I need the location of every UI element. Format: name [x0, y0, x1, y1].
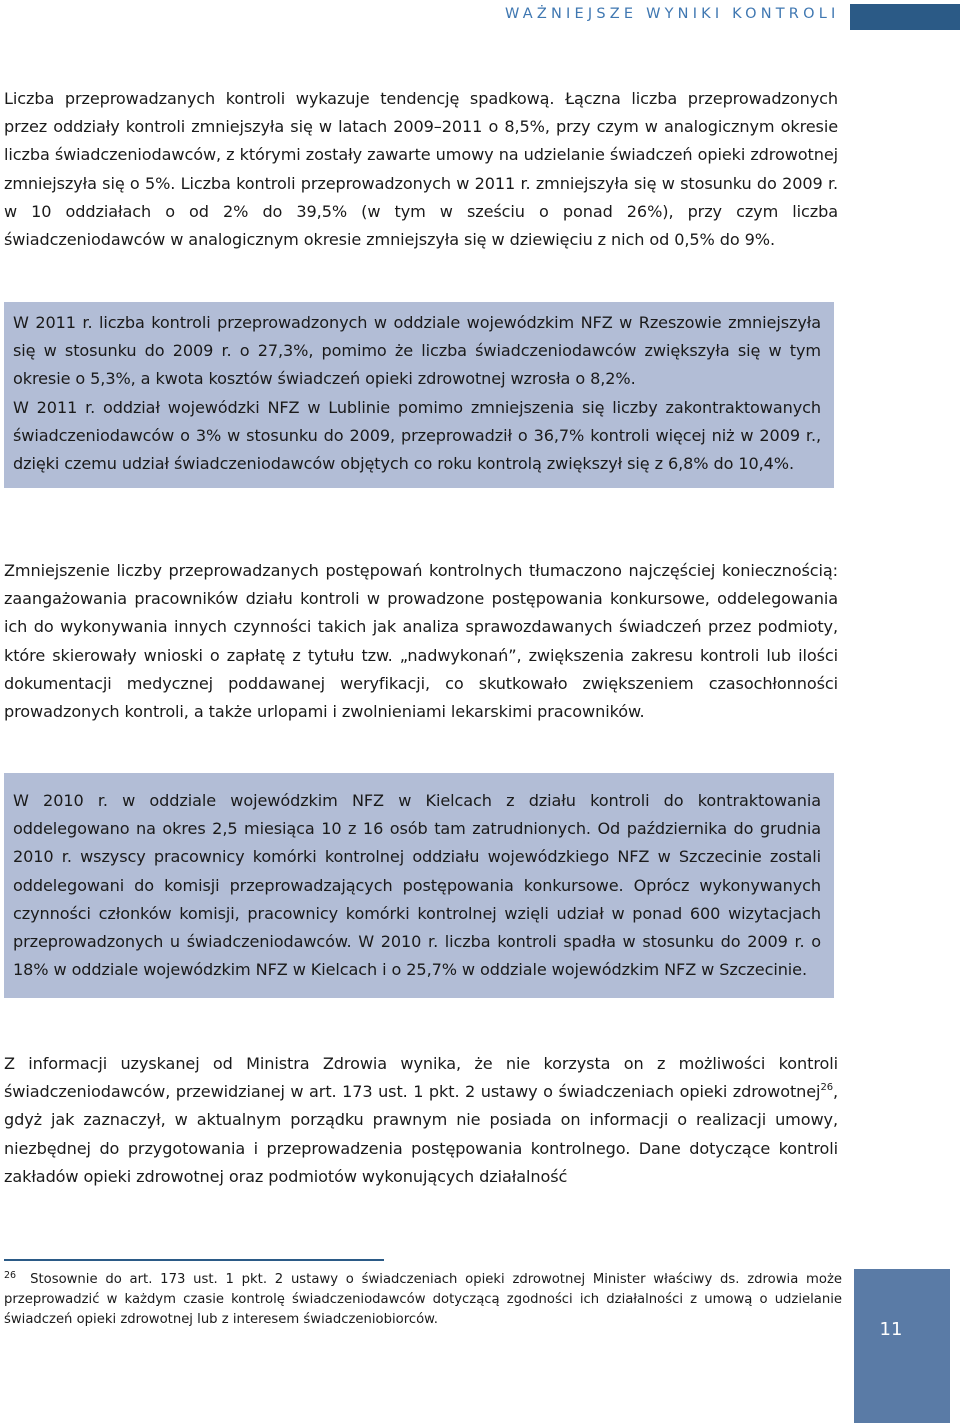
paragraph-minister-text-end: , gdyż jak zaznaczył, w aktualnym porządku prawnym nie posiada on informacji o realizacji umowy, niezbędnej do przygotowania i przeprowadzenia postępowania kontrolnego. Dane dotyczące kontroli zakładów opieki zdrowotnej oraz podmiotów wykonujących działalność [4, 1082, 838, 1186]
footnote-separator [4, 1259, 384, 1261]
paragraph-inspection-trend: Liczba przeprowadzanych kontroli wykazuje tendencję spadkową. Łączna liczba przeprowadzonych przez oddziały kontroli zmniejszyła się w latach 2009–2011 o 8,5%, przy czym w analogicznym okresie liczba świadczeniodawców, z którymi zostały zawarte umowy na udzielanie świadczeń opieki zdrowotnej zmniejszyła się o 5%. Liczba kontroli przeprowadzonych w 2011 r. zmniejszyła się w stosunku do 2009 r. w 10 oddziałach o od 2% do 39,5% (w tym w sześciu o ponad 26%), przy czym liczba świadczeniodawców w analogicznym okresie zmniejszyła się w dziewięciu z nich od 0,5% do 9%. [4, 89, 838, 250]
paragraph-minister-of-health [4, 1050, 838, 1191]
footnote [4, 1266, 842, 1331]
box-paragraph-rzeszow: W 2011 r. liczba kontroli przeprowadzonych w oddziale wojewódzkim NFZ w Rzeszowie zmniejszyła się w stosunku do 2009 r. o 27,3%, pomimo że liczba świadczeniodawców zwiększyła się w tym okresie o 5,3%, a kwota kosztów świadczeń opieki zdrowotnej wzrosła o 8,2%. [13, 313, 821, 389]
footnote-number: 26 [4, 1270, 17, 1281]
footnote-text: Stosownie do art. 173 ust. 1 pkt. 2 ustawy o świadczeniach opieki zdrowotnej Minister właściwy ds. zdrowia może przeprowadzić w każdym czasie kontrolę świadczeniodawców dotyczącą zgodności ich działalności z umową o udzielanie świadczeń opieki zdrowotnej lub z interesem świadczeniobiorców. [4, 1272, 842, 1328]
running-header-title: WAŻNIEJSZE WYNIKI KONTROLI [505, 6, 840, 22]
header-accent-bar [850, 4, 960, 30]
footnote-reference[interactable]: 26 [820, 1082, 833, 1094]
highlight-box-delegation-examples [4, 773, 834, 998]
page-number-box [854, 1269, 950, 1423]
paragraph-reasons-decrease: Zmniejszenie liczby przeprowadzanych postępowań kontrolnych tłumaczono najczęściej koniecznością: zaangażowania pracowników działu kontroli w prowadzone postępowania konkursowe, oddelegowania ich do wykonywania innych czynności takich jak analiza sprawozdawanych świadczeń przez podmioty, które skierowały wnioski o zapłatę z tytułu tzw. „nadwykonań”, zwiększenia zakresu kontroli lub ilości dokumentacji medycznej poddawanej weryfikacji, co skutkowało zwiększeniem czasochłonności prowadzonych kontroli, a także urlopami i zwolnieniami lekarskimi pracowników. [4, 561, 838, 722]
page-number: 11 [879, 1319, 903, 1340]
box-paragraph-kielce-szczecin: W 2010 r. w oddziale wojewódzkim NFZ w Kielcach z działu kontroli do kontraktowania oddelegowano na okres 2,5 miesiąca 10 z 16 osób tam zatrudnionych. Od października do grudnia 2010 r. wszyscy pracownicy komórki kontrolnej oddziału wojewódzkiego NFZ w Szczecinie zostali oddelegowani do komisji przeprowadzających postępowania konkursowe. Oprócz wykonywanych czynności członków komisji, pracownicy komórki kontrolnej wzięli udział w ponad 600 wizytacjach przeprowadzonych u świadczeniodawców. W 2010 r. liczba kontroli spadła w stosunku do 2009 r. o 18% w oddziale wojewódzkim NFZ w Kielcach i o 25,7% w oddziale wojewódzkim NFZ w Szczecinie. [13, 791, 821, 980]
highlight-box-regional-examples [4, 302, 834, 488]
box-paragraph-lublin: W 2011 r. oddział wojewódzki NFZ w Lublinie pomimo zmniejszenia się liczby zakontraktowanych świadczeniodawców o 3% w stosunku do 2009, przeprowadził o 36,7% kontroli więcej niż w 2009 r., dzięki czemu udział świadczeniodawców objętych co roku kontrolą zwiększył się z 6,8% do 10,4%. [13, 397, 821, 474]
paragraph-minister-text-start: Z informacji uzyskanej od Ministra Zdrowia wynika, że nie korzysta on z możliwości kontroli świadczeniodawców, przewidzianej w art. 173 ust. 1 pkt. 2 ustawy o świadczeniach opieki zdrowotnej [4, 1054, 838, 1102]
